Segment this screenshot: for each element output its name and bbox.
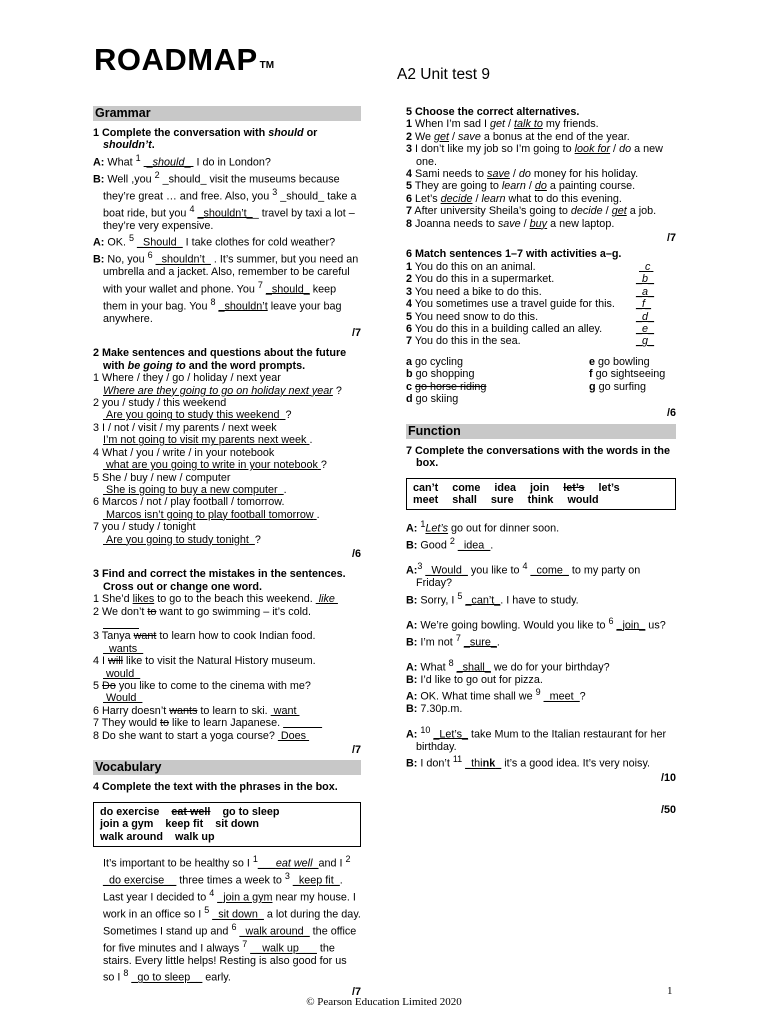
question-7: 7 Complete the conversations with the words in the box. can’t come idea join let’s let’s meet shall sure think would A: $^1$Let’s go out for dinner soon. B: Good $^2$ _idea_. A:$^3$ _Would_ you like to $^4$ _come_ to my party on Friday? B: Sorry, I $^5$ _can’t_. I have to study. A: We’re going bowling. Would you like to $^6$ _join_ us? B: I’m not $^7$ _sure_. A: What $^8$ _shall_ we do for your birthday? B: I’d like to go out for pizza. A: OK. What time shall we $^9$ _meet_? B: 7.30p.m. A: $^{10}$ _Let’s_ take Mum to the Italian restaurant for her birthday. B: I don’t $^{11}$ _think_ it’s a good idea. It’s very noisy. /10 — [406, 444, 676, 784]
activities-list: a go cycling b go shopping c go horse riding d go skiing e go bowling f go sightseeing g go surfing — [406, 355, 666, 405]
q6-score: /6 — [666, 407, 676, 420]
unit-title: A2 Unit test 9 — [397, 66, 491, 83]
q2-answer-4: what are you going to write in your notebook — [106, 459, 318, 472]
question-1 — [93, 127, 361, 339]
grammar-heading: Grammar — [93, 106, 361, 121]
q2-answer-6: Marcos isn’t going to play football tomorrow — [106, 508, 314, 521]
q4-title: 4 Complete the text with the phrases in the box. — [93, 781, 338, 794]
q2-answer-7: Are you going to study tonight — [106, 533, 249, 546]
q7-word-box: can’t come idea join let’s let’s meet shall sure think would — [406, 478, 676, 511]
question-4 — [93, 781, 361, 998]
q1-title: 1 Complete the conversation with should or shouldn’t. — [93, 127, 318, 152]
q2-score: /6 — [351, 547, 361, 560]
q2-answer-5: She is going to buy a new computer — [106, 483, 278, 496]
dialogue-line: B: Well ,you $^2$ _should_ visit the museums because they’re great … and free. Also, you $^3$ _should_ take a boat ride, but you $^4$ _shouldn’t__ travel by taxi a lot – they’re very expensive. — [93, 169, 357, 232]
right-column — [406, 106, 676, 817]
brand-name: ROADMAP — [94, 42, 258, 77]
q2-title: 2 Make sentences and questions about the future with be going to and the word prompts. — [93, 347, 347, 372]
left-column — [93, 106, 361, 999]
q1-score: /7 — [351, 327, 361, 340]
question-2: 2 Make sentences and questions about the future with be going to and the word prompts. 1 Where / they / go / holiday / next year Where are they going to go on holiday next year ? 2 you / study / this weekend Are you going to study this weekend ? 3 I / not / visit / my parents / next week I’m not going to visit my parents next week . 4 What / you / write / in your notebook what are you going to write in your notebook ? 5 She / buy / new / computer She is going to buy a new computer . 6 Marcos / not / play football / tomorrow. Marcos isn’t going to play football tomorrow . 7 you / study / tonight Are you going to study tonight ? /6 — [93, 347, 361, 560]
q4-word-box: do exercise eat well go to sleep join a gym keep fit sit down walk around walk up — [93, 802, 361, 847]
q6-title: 6 Match sentences 1–7 with activities a–g. — [406, 248, 622, 261]
function-heading: Function — [406, 424, 676, 439]
dialogue-line: A: OK. $^5$ _Should_ I take clothes for cold weather? — [93, 233, 336, 249]
q5-score: /7 — [666, 232, 676, 245]
q2-answer-2: Are you going to study this weekend — [106, 409, 280, 422]
q7-title: 7 Complete the conversations with the words in the box. — [406, 444, 670, 470]
q5-title: 5 Choose the correct alternatives. — [406, 106, 580, 118]
total-score: /50 — [660, 804, 676, 817]
dialogue-line: A: What $^1$ _should_ I do in London? — [93, 152, 271, 169]
q4-text: It’s important to be healthy so I $^1$___eat well_and I $^2$ _do exercise__ three times a week to $^3$ _keep fit_. Last year I decided to $^4$ _join a gym near my house. I work in an office so I $^5$ _sit down_ a lot during the day. Sometimes I stand up and $^6$ _walk around_ the office for five minutes and I always $^7$ __walk up___ the stairs. Every little helps! Resting is also good for us so I $^8$ _go to sleep__ early. — [103, 854, 361, 985]
trademark: TM — [259, 60, 275, 71]
dialogue-line: B: No, you $^6$ _shouldn’t_ . It’s summer, but you need an umbrella and a jacket. Also, remember to be careful with your wallet and phone. You $^7$ _should_ keep them in your bag. You $^8$ _shouldn’t leave your bag anywhere. — [93, 250, 359, 325]
q3-score: /7 — [351, 744, 361, 757]
q7-score: /10 — [660, 772, 676, 784]
question-3: 3 Find and correct the mistakes in the sentences. Cross out or change one word. 1 She’d likes to go to the beach this weekend. like 2 We don’t to want to go swimming – it’s cold. 3 Tanya want to learn how to cook Indian food. wants 4 I will like to visit the Natural History museum. would 5 Do you like to come to the cinema with me? Would 6 Harry doesn’t wants to learn to ski. want 7 They would to like to learn Japanese. 8 Do she want to start a yoga course? Does /7 — [93, 568, 361, 757]
q2-answer-1: Where are they going to go on holiday next year — [103, 384, 333, 397]
question-6: 6 Match sentences 1–7 with activities a–g. 1 You do this on an animal. c 2 You do this in a supermarket. _b_ 3 You need a bike to do this. _a_ 4 You sometimes use a travel guide for this. _f_ 5 You need snow to do this. _d_ 6 You do this in a building called an alley. _e_ 7 You do this in the sea. _g_ a go cycling b go shopping c go horse riding d go skiing e go bowling f go sightseeing g go surfing /6 — [406, 248, 676, 420]
question-5: 5 Choose the correct alternatives. 1 When I’m sad I get / talk to my friends. 2 We get / save a bonus at the end of the year. 3 I don’t like my job so I’m going to look for / do a new one. 4 Sami needs to save / do money for his holiday. 5 They are going to learn / do a painting course. 6 Let’s decide / learn what to do this evening. 7 After university Sheila’s going to decide / get a job. 8 Joanna needs to save / buy a new laptop. /7 — [406, 106, 676, 245]
q3-title: 3 Find and correct the mistakes in the sentences. Cross out or change one word. — [93, 568, 346, 593]
copyright-footer: © Pearson Education Limited 2020 — [306, 996, 462, 1008]
logo — [94, 42, 274, 86]
vocabulary-heading: Vocabulary — [93, 760, 361, 775]
q4-score: /7 — [351, 986, 361, 999]
page-number: 1 — [667, 985, 673, 997]
q2-answer-3: I’m not going to visit my parents next week — [103, 434, 307, 447]
